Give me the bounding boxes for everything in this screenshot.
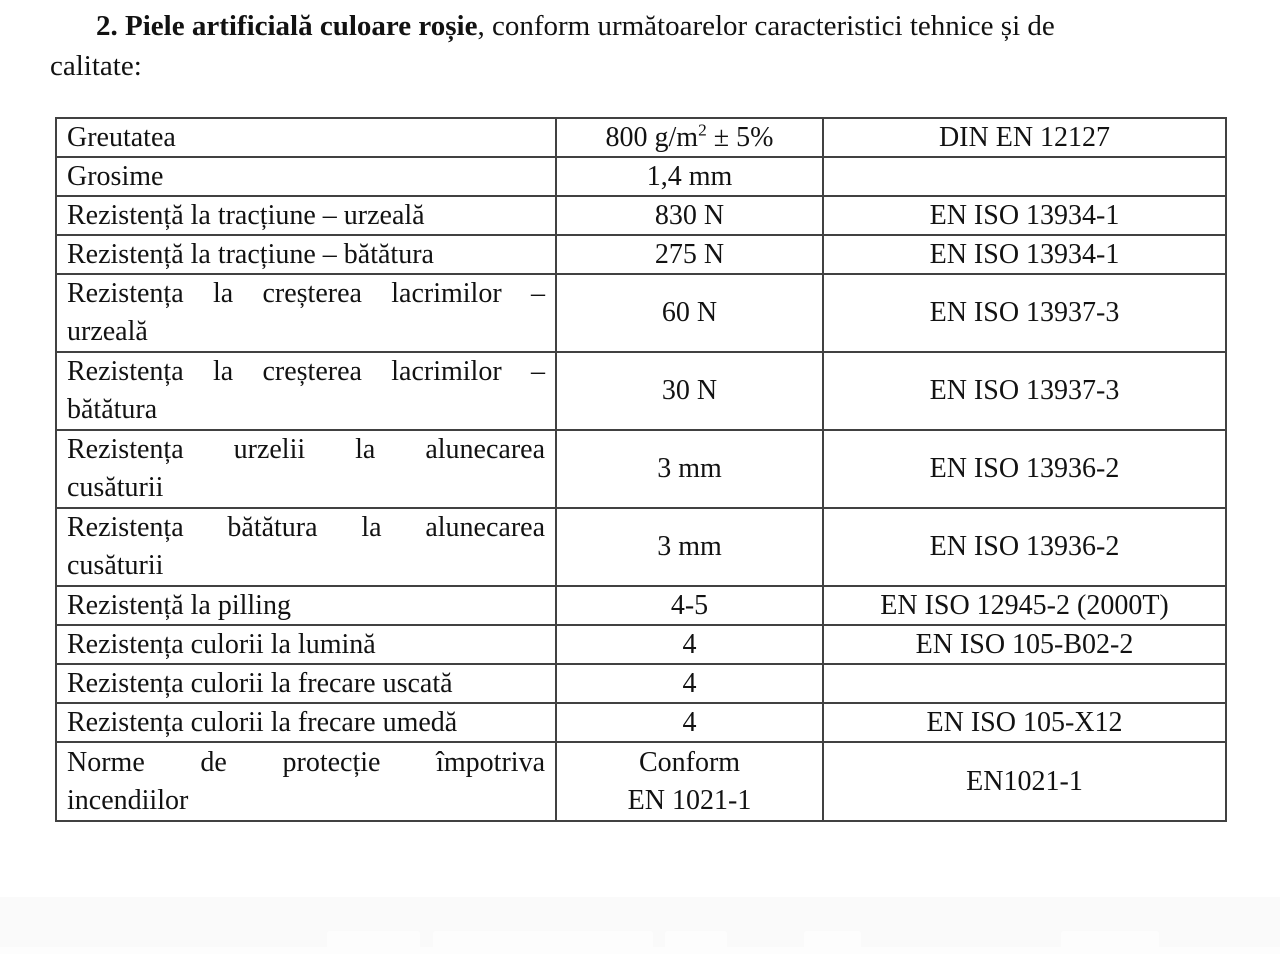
standard-text: EN ISO 13937-3 [929,297,1120,328]
value-text: 4-5 [670,589,709,621]
table-row [56,586,1226,625]
standard-text: EN ISO 105-X12 [926,706,1123,738]
standard-text: EN ISO 13937-3 [929,375,1120,406]
cell-value [556,742,823,821]
technical-characteristics-table [55,117,1227,822]
cell-standard [823,586,1226,625]
cell-value [556,196,823,235]
bottom-artifact-tab [433,931,653,947]
characteristic-text: Greutatea [67,121,176,153]
characteristic-text-line2: incendiilor [67,784,189,816]
bottom-artifact-tab [327,931,420,947]
cell-standard [823,235,1226,274]
value-text-line1: Conform [638,746,741,778]
cell-standard [823,196,1226,235]
characteristic-text: Grosime [67,160,164,192]
cell-characteristic [56,235,556,274]
cell-characteristic [56,274,556,352]
characteristic-text-line1: Rezistența bătătura la alunecarea [67,512,545,543]
characteristic-text: Rezistența culorii la frecare uscată [67,667,453,699]
value-text: 30 N [661,375,718,406]
cell-standard [823,157,1226,196]
cell-standard [823,625,1226,664]
value-text: 60 N [661,297,718,328]
standard-text: EN ISO 13934-1 [929,199,1120,231]
characteristic-text-line1: Norme de protecție împotriva [67,746,545,778]
cell-characteristic [56,586,556,625]
cell-value [556,625,823,664]
characteristic-text: Rezistență la pilling [67,589,291,621]
cell-characteristic [56,703,556,742]
value-text-line2: EN 1021-1 [627,784,752,816]
cell-characteristic [56,196,556,235]
value-text: 3 mm [657,531,722,562]
cell-value [556,703,823,742]
bottom-fade-artifact [0,897,1280,954]
standard-text: EN ISO 13934-1 [929,238,1120,270]
value-tail-text: ± 5% [706,121,774,153]
characteristic-text-line1: Rezistența la creșterea lacrimilor – [67,356,545,387]
characteristic-text-line2: bătătura [67,394,158,425]
characteristic-text-line2: cusăturii [67,550,164,581]
characteristic-text-line1: Rezistența urzelii la alunecarea [67,434,545,465]
value-text: 1,4 mm [646,160,733,192]
table-row [56,157,1226,196]
value-text: 4 [682,706,697,738]
characteristic-text-line1: Rezistența la creșterea lacrimilor – [67,278,545,309]
value-text: 800 g/m [605,121,699,153]
standard-text: EN1021-1 [966,765,1083,797]
table-row [56,235,1226,274]
bottom-artifact-tab [804,931,861,947]
cell-standard [823,664,1226,703]
standard-text: EN ISO 105-B02-2 [915,628,1134,660]
value-text: 3 mm [657,453,722,484]
cell-value [556,118,823,157]
cell-value [556,586,823,625]
cell-standard [823,742,1226,821]
heading-line-1 [50,6,1235,46]
heading-line-2: calitate: [50,50,142,82]
standard-text: DIN EN 12127 [938,121,1111,153]
cell-value [556,664,823,703]
table-row [56,352,1226,430]
cell-standard [823,703,1226,742]
cell-characteristic [56,352,556,430]
value-text: 4 [682,667,697,699]
characteristic-text: Rezistență la tracțiune – urzeală [67,199,425,231]
cell-value [556,274,823,352]
characteristic-text-line2: urzeală [67,316,148,347]
characteristic-text-line2: cusăturii [67,472,164,503]
cell-value [556,235,823,274]
table-row [56,118,1226,157]
cell-characteristic [56,508,556,586]
table-row [56,625,1226,664]
cell-value [556,508,823,586]
value-superscript: 2 [698,120,707,140]
cell-characteristic [56,118,556,157]
cell-standard [823,430,1226,508]
table-row [56,196,1226,235]
standard-text: EN ISO 12945-2 (2000T) [880,589,1169,621]
bottom-strip [0,947,1280,954]
table-row [56,274,1226,352]
bottom-artifact-tab [665,931,727,947]
heading-bold-text: 2. Piele artificială culoare roșie [96,10,478,42]
cell-characteristic [56,157,556,196]
characteristic-text: Rezistența culorii la lumină [67,628,376,660]
characteristic-text: Rezistența culorii la frecare umedă [67,706,458,738]
cell-characteristic [56,625,556,664]
cell-characteristic [56,430,556,508]
table-row [56,703,1226,742]
value-text: 4 [682,628,697,660]
cell-value [556,352,823,430]
value-text: 275 N [654,238,725,270]
cell-value [556,430,823,508]
cell-standard [823,274,1226,352]
cell-characteristic [56,664,556,703]
cell-standard [823,508,1226,586]
standard-text: EN ISO 13936-2 [929,531,1120,562]
standard-text: EN ISO 13936-2 [929,453,1120,484]
cell-value [556,157,823,196]
table-row [56,430,1226,508]
cell-standard [823,118,1226,157]
heading-paragraph [50,6,1235,86]
characteristic-text: Rezistență la tracțiune – bătătura [67,238,434,270]
cell-standard [823,352,1226,430]
cell-characteristic [56,742,556,821]
heading-regular-text: , conform următoarelor caracteristici tehnice și de [477,10,1055,42]
bottom-artifact-tab [1061,931,1159,947]
table-row [56,664,1226,703]
table-row [56,742,1226,821]
table-row [56,508,1226,586]
value-text: 830 N [654,199,725,231]
